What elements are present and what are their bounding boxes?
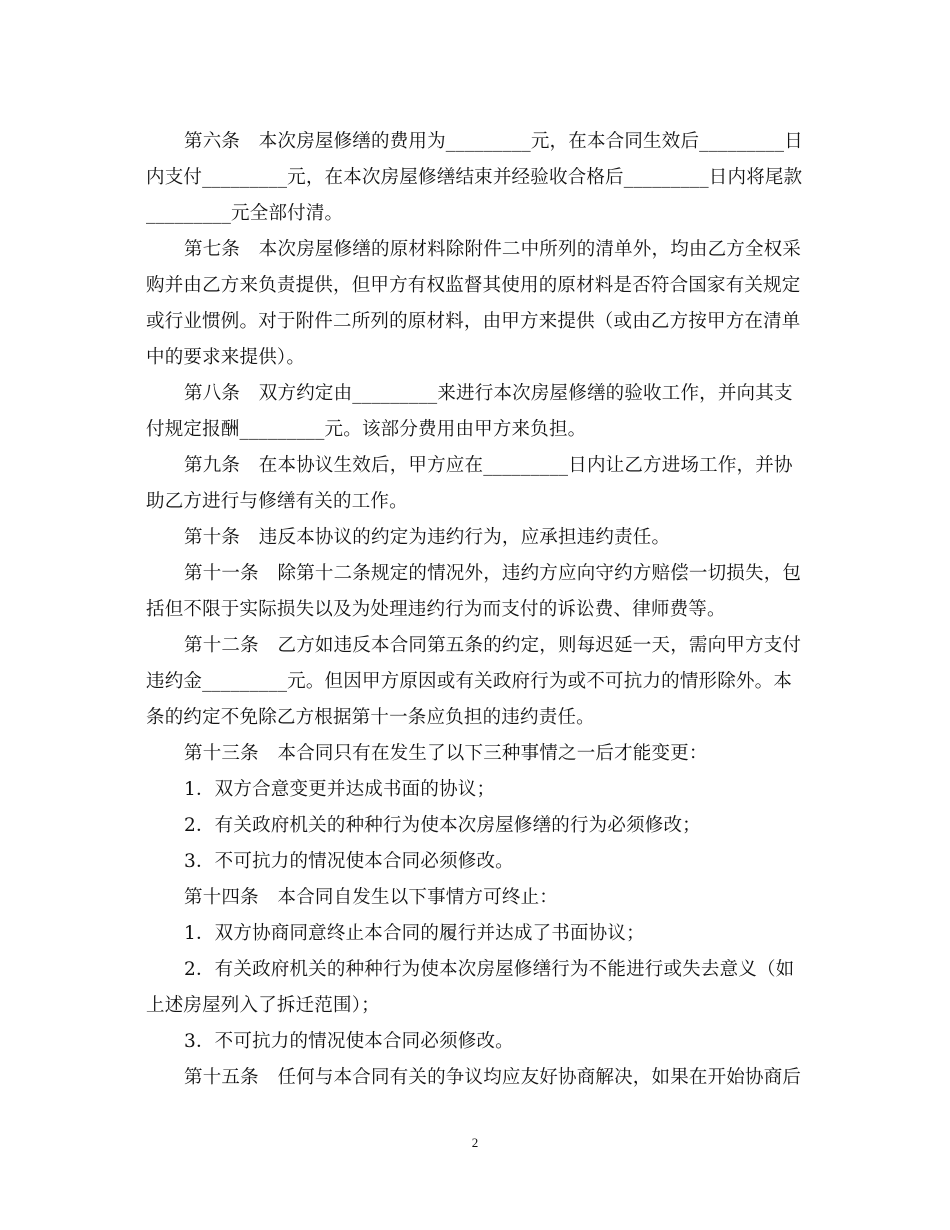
list-item: 1．双方合意变更并达成书面的协议； (184, 779, 496, 800)
text-line: 付规定报酬_________元。该部分费用由甲方来负担。 (146, 419, 587, 440)
text-line-article-7: 第七条 本次房屋修缮的原材料除附件二中所列的清单外，均由乙方全权采 (184, 239, 802, 260)
text-line: 内支付_________元，在本次房屋修缮结束并经验收合格后_________日内将尾款 (146, 167, 803, 188)
page-number: 2 (471, 1135, 479, 1150)
text-line: 上述房屋列入了拆迁范围）； (146, 995, 380, 1016)
text-line-article-15: 第十五条 任何与本合同有关的争议均应友好协商解决，如果在开始协商后 (184, 1067, 802, 1088)
text-line: 括但不限于实际损失以及为处理违约行为而支付的诉讼费、律师费等。 (146, 599, 726, 620)
list-item: 3．不可抗力的情况使本合同必须修改。 (184, 851, 514, 872)
text-line-article-6: 第六条 本次房屋修缮的费用为_________元，在本合同生效后_________日 (184, 131, 803, 152)
list-item: 2．有关政府机关的种种行为使本次房屋修缮行为不能进行或失去意义（如 (184, 959, 795, 980)
text-line: 购并由乙方来负责提供，但甲方有权监督其使用的原材料是否符合国家有关规定 (146, 275, 801, 296)
text-line-article-11: 第十一条 除第十二条规定的情况外，违约方应向守约方赔偿一切损失，包 (184, 563, 802, 584)
text-line-article-9: 第九条 在本协议生效后，甲方应在_________日内让乙方进场工作，并协 (184, 455, 793, 476)
list-item: 2．有关政府机关的种种行为使本次房屋修缮的行为必须修改； (184, 815, 701, 836)
text-line: 助乙方进行与修缮有关的工作。 (146, 491, 408, 512)
text-line-article-14: 第十四条 本合同自发生以下事情方可终止： (184, 887, 559, 908)
text-line: 违约金_________元。但因甲方原因或有关政府行为或不可抗力的情形除外。本 (146, 671, 793, 692)
text-line-article-8: 第八条 双方约定由_________来进行本次房屋修缮的验收工作，并向其支 (184, 383, 793, 404)
text-line-article-10: 第十条 违反本协议的约定为违约行为，应承担违约责任。 (184, 527, 671, 548)
text-line: 条的约定不免除乙方根据第十一条应负担的违约责任。 (146, 707, 595, 728)
text-line-article-12: 第十二条 乙方如违反本合同第五条的约定，则每迟延一天，需向甲方支付 (184, 635, 802, 656)
text-line: 中的要求来提供）。 (146, 347, 306, 368)
text-line: 或行业惯例。对于附件二所列的原材料，由甲方来提供（或由乙方按甲方在清单 (146, 311, 801, 332)
text-line: _________元全部付清。 (146, 203, 344, 224)
text-line-article-13: 第十三条 本合同只有在发生了以下三种事情之一后才能变更： (184, 743, 708, 764)
list-item: 1．双方协商同意终止本合同的履行并达成了书面协议； (184, 923, 645, 944)
list-item: 3．不可抗力的情况使本合同必须修改。 (184, 1031, 514, 1052)
